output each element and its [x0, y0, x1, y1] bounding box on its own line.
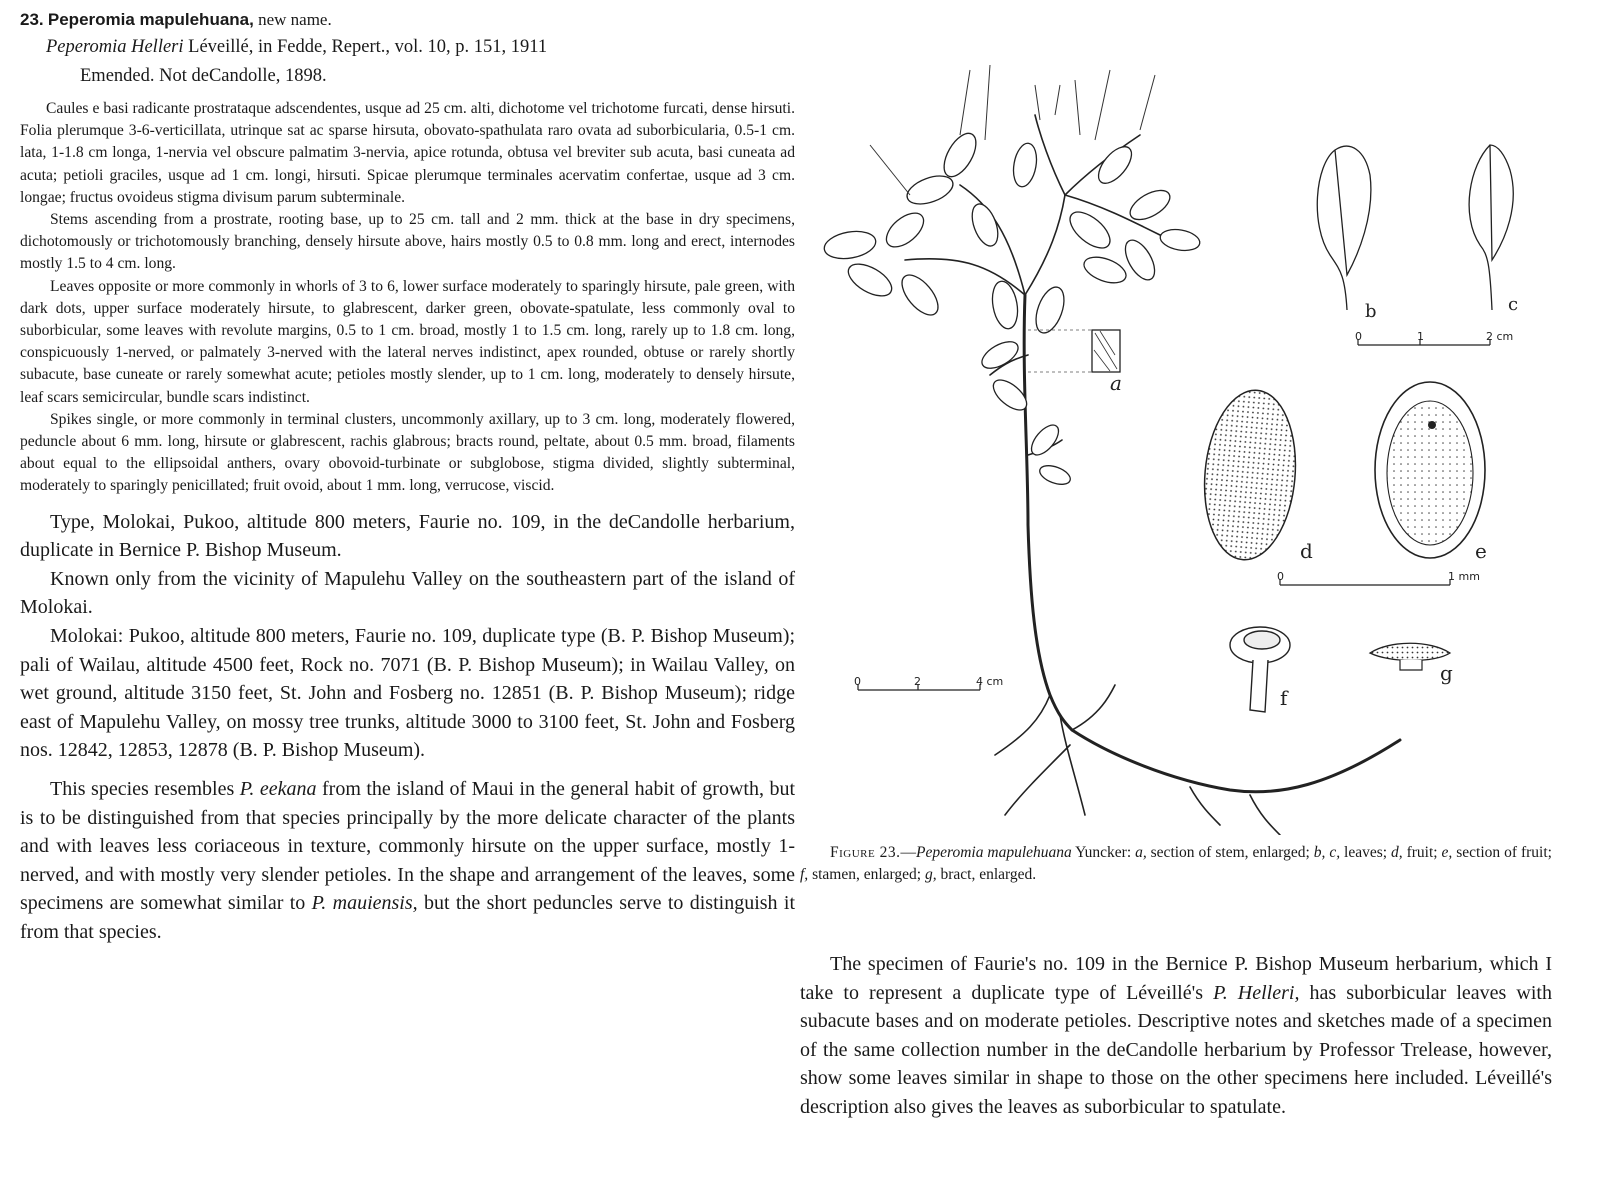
latin-description	[20, 98, 795, 209]
label-a: a	[1110, 371, 1122, 395]
label-d: d	[1300, 539, 1313, 563]
species-status: new name.	[258, 10, 332, 29]
species-name: Peperomia mapulehuana,	[47, 10, 254, 29]
scale-fruit-0: 0	[1277, 570, 1284, 583]
species-ref: P. eekana	[239, 778, 317, 800]
label-e: e	[1475, 539, 1487, 563]
spikes-paragraph: Spikes single, or more commonly in terminal clusters, uncommonly axillary, up to 3 cm. long, moderately flowered, peduncle about 6 mm. long, hirsute or glabrescent, rachis glabrous; bracts round, peltate, about 0.5 mm. broad, filaments about equal to the ellipsoidal anthers, ovary obovoid-turbinate or subglobose, stigma divided, slightly subterminal, moderately to sparingly penicillated; fruit ovoid, about 1 mm. long, verrucose, viscid.	[20, 410, 795, 495]
specimen-paragraph: The specimen of Faurie's no. 109 in the Bernice P. Bishop Museum herbarium, which I take to represent a duplicate type of Léveillé's P. Helleri, has suborbicular leaves with subacute bases and on moderate petioles. Descriptive notes and sketches made of a specimen of the same collection number in the deCandolle herbarium by Professor Trelease, however, show some leaves similar in shape to those on the other specimens here included. Léveillé's description also gives the leaves as suborbicular to spatulate.	[800, 953, 1552, 1118]
leaves-paragraph: Leaves opposite or more commonly in whorls of 3 to 6, lower surface moderately to sparingly hirsute, pale green, with dark dots, upper surface moderately hirsute, to glabrescent, darker green, obovate-spatulate, less commonly oval to suborbicular, some leaves with revolute margins, 0.5 to 1 cm. broad, mostly 1 to 1.5 cm. long, rarely up to 1.8 cm. long, conspicuously 1-nerved, or palmately 3-nerved with the lateral nerves indistinct, apex rounded, obtuse or rarely shortly subacute, base cuneate or rarely somewhat acute; petioles mostly slender, up to 1 cm. long, moderately to densely hirsute, leaf scars semicircular, bundle scars indistinct.	[20, 277, 795, 406]
label-c: c	[1508, 294, 1519, 315]
left-column	[20, 8, 795, 947]
type-section	[20, 508, 795, 765]
range-paragraph: Known only from the vicinity of Mapulehu Valley on the southeastern part of the island of Molokai.	[20, 567, 795, 619]
caption-label: Figure 23.	[830, 844, 901, 861]
synonym-line-2: Emended. Not deCandolle, 1898.	[80, 66, 327, 86]
right-column-text	[800, 950, 1552, 1122]
type-paragraph: Type, Molokai, Pukoo, altitude 800 meters, Faurie no. 109, in the deCandolle herbarium, duplicate in Bernice P. Bishop Museum.	[20, 510, 795, 562]
scale-leaf-2: 2 cm	[1486, 330, 1514, 343]
caption-species: Peperomia mapulehuana	[916, 844, 1072, 861]
botanical-illustration	[810, 55, 1560, 835]
species-ref: P. Helleri,	[1213, 981, 1300, 1004]
leaves	[822, 128, 1201, 488]
leaf-b	[1317, 146, 1371, 310]
stems-paragraph: Stems ascending from a prostrate, rooting base, up to 25 cm. tall and 2 mm. thick at the base in dry specimens, dichotomously or trichotomously branching, densely hirsute above, hairs mostly 0.5 to 0.8 mm. long and erect, internodes mostly 1.5 to 4 cm. long.	[20, 211, 795, 273]
scale-bar-leaf	[1358, 339, 1490, 345]
synonym-line	[20, 32, 795, 62]
english-description	[20, 209, 795, 498]
synonym-name: Peperomia Helleri	[46, 37, 184, 57]
specimens-paragraph: Molokai: Pukoo, altitude 800 meters, Faurie no. 109, duplicate type (B. P. Bishop Museum); pali of Wailau, altitude 4500 feet, Rock no. 7071 (B. P. Bishop Museum); in Wailau Valley, on wet ground, altitude 3150 feet, St. John and Fosberg no. 12851 (B. P. Bishop Museum); ridge east of Mapulehu Valley, on mossy tree trunks, altitude 3000 to 3100 feet, St. John and Fosberg nos. 12842, 12853, 12878 (B. P. Bishop Museum).	[20, 625, 795, 762]
label-g: g	[1440, 661, 1453, 685]
scale-bar-fruit	[1280, 579, 1450, 585]
stem-section-a	[1028, 330, 1120, 372]
figure-caption: Figure 23.—Peperomia mapulehuana Yuncker: a, section of stem, enlarged; b, c, leaves; d, fruit; e, section of fruit; f, stamen, enlarged; g, bract, enlarged.	[800, 844, 1552, 883]
comparison-section	[20, 775, 795, 947]
latin-paragraph: Caules e basi radicante prostrataque adscendentes, usque ad 25 cm. alti, dichotome vel trichotome furcati, dense hirsuti. Folia plerumque 3-6-verticillata, utrinque sat ac sparse hirsuta, obovato-spathulata raro ovata ad suborbicularia, 0.5-1 cm. lata, 1-1.8 cm longa, 1-nervia vel obscure palmatim 3-nervia, apice rotunda, obtusa vel breviter sub acuta, basi cuneata ad acuta; petioli graciles, usque ad 1 cm. longi, hirsuti. Spicae plerumque terminales acervatim confertae, usque ad 3 cm. longae; fructus ovoideus stigma divisum parum subterminale.	[20, 100, 795, 206]
fruit-d	[1198, 386, 1302, 563]
leaf-c	[1469, 145, 1513, 310]
bract-g	[1370, 643, 1450, 670]
label-b: b	[1365, 301, 1377, 322]
scale-main-2: 4 cm	[976, 675, 1004, 688]
label-f: f	[1280, 686, 1288, 710]
species-number: 23.	[20, 10, 44, 29]
scale-main-0: 0	[854, 675, 861, 688]
species-heading	[20, 8, 795, 32]
scale-leaf-1: 1	[1417, 330, 1424, 343]
comparison-paragraph: This species resembles P. eekana from the island of Maui in the general habit of growth, but is to be distinguished from that species principally by the more delicate character of the plants and with leaves less coriaceous in texture, commonly hirsute on the upper surface, mostly 1-nerved, and with mostly very slender petioles. In the shape and arrangement of the leaves, some specimens are somewhat similar to P. mauiensis, but the short peduncles serve to distinguish it from that species.	[20, 778, 796, 943]
scale-fruit-1: 1 mm	[1448, 570, 1480, 583]
scale-leaf-0: 0	[1355, 330, 1362, 343]
synonym-citation: Léveillé, in Fedde, Repert., vol. 10, p. 151, 1911	[188, 37, 548, 57]
species-ref: P. mauiensis,	[311, 892, 418, 915]
scale-main-1: 2	[914, 675, 921, 688]
